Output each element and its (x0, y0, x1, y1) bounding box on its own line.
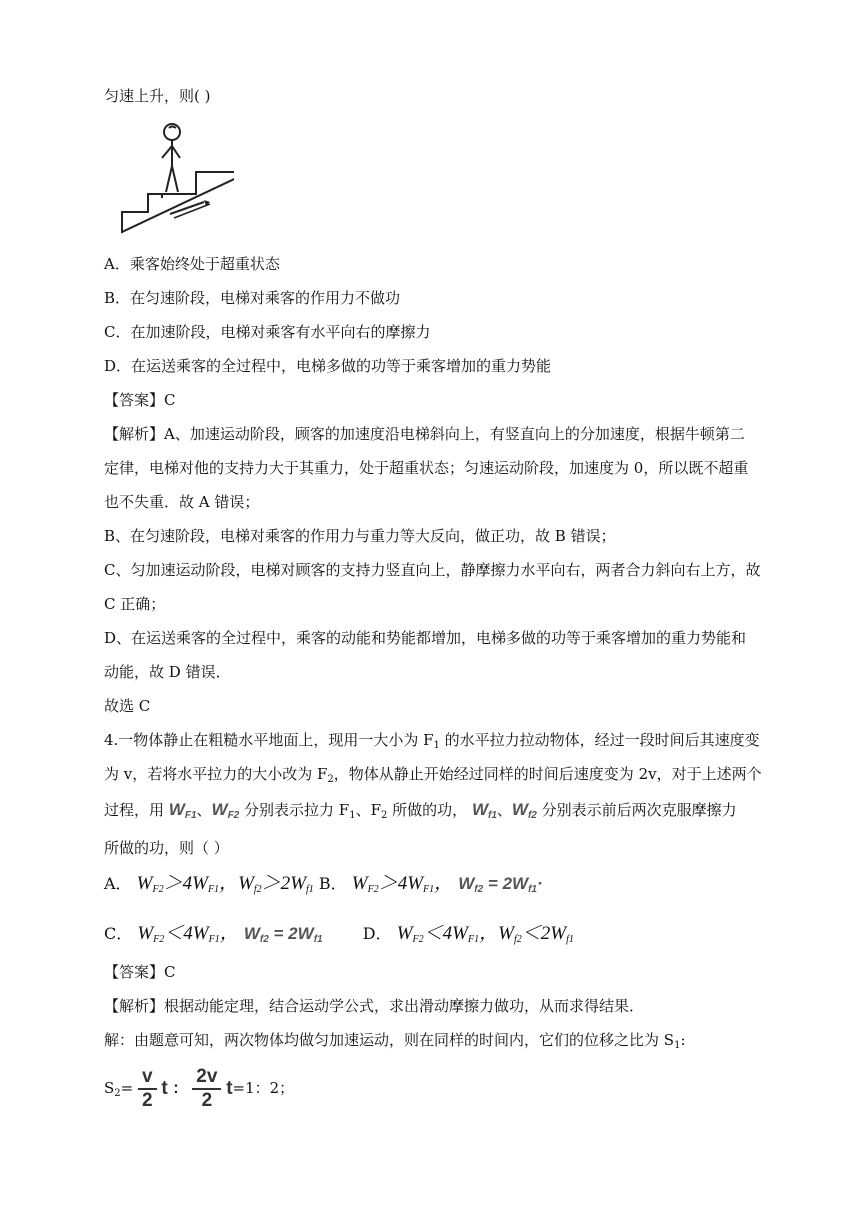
wf1-friction-symbol: $W_{f1}$ (471, 800, 497, 821)
q4-stem-line3: 过程，用 $W_{F1}$、$W_{F2}$ 分别表示拉力 $F_1$、$F_2$ 所做的功， $W_{f1}$、$W_{f2}$ 分别表示前后两次克服摩擦力 (104, 800, 737, 821)
question-stem-tail: 匀速上升，则( ) (104, 87, 211, 105)
wf2-symbol: $W_{F2}$ (211, 800, 240, 821)
wf1-symbol: $W_{F1}$ (168, 800, 197, 821)
fraction-v-over-2: $\frac{v}{2}$ (138, 1066, 157, 1112)
q4-stem-line4: 所做的功，则（ ） (104, 839, 229, 857)
answer-q3: 【答案】C (104, 391, 176, 409)
escalator-figure (114, 118, 234, 238)
fraction-2v-over-2: $\frac{2v}{2}$ (192, 1066, 221, 1112)
analysis-line: 故选 C (104, 697, 151, 715)
analysis-line: 动能，故 D 错误． (104, 663, 231, 681)
q4-options-cd: C． $W_{F2}<4W_{F1}$， $W_{f2} = 2W_{f1}$ D． $W_{F2}<4W_{F1}$，$W_{f2}<2W_{f1}$ (104, 923, 574, 945)
analysis-line: B、在匀速阶段，电梯对乘客的作用力与重力等大反向，做正功，故 B 错误； (104, 527, 616, 545)
wf2-friction-symbol: $W_{f2}$ (511, 800, 537, 821)
q4-analysis-line1: 【解析】根据动能定理，结合运动学公式，求出滑动摩擦力做功，从而求得结果． (104, 997, 645, 1015)
analysis-line: C、匀加速运动阶段，电梯对顾客的支持力竖直向上，静摩擦力水平向右，两者合力斜向右上方，故 (104, 561, 761, 579)
option-d: D．在运送乘客的全过程中，电梯多做的功等于乘客增加的重力势能 (104, 357, 552, 375)
analysis-line: 【解析】A、加速运动阶段，顾客的加速度沿电梯斜向上，有竖直向上的分加速度，根据牛顿第二 (104, 425, 745, 443)
option-c: C．在加速阶段，电梯对乘客有水平向右的摩擦力 (104, 323, 431, 341)
option-b: B．在匀速阶段，电梯对乘客的作用力不做功 (104, 289, 401, 307)
analysis-line: 定律，电梯对他的支持力大于其重力，处于超重状态；匀速运动阶段，加速度为 0，所以既不超重 (104, 459, 749, 477)
q4-stem-line2: 为 v，若将水平拉力的大小改为 $F_2$，物体从静止开始经过同样的时间后速度变为 2v，对于上述两个 (104, 765, 762, 785)
analysis-line: D、在运送乘客的全过程中，乘客的动能和势能都增加，电梯多做的功等于乘客增加的重力势能和 (104, 629, 747, 647)
displacement-ratio-equation: $S_2=$ $\frac{v}{2}$ t ： $\frac{2v}{2}$ t=1：2； (104, 1066, 295, 1111)
q4-stem-line1: 4.一物体静止在粗糙水平地面上，现用一大小为 $F_1$ 的水平拉力拉动物体，经过一段时间后其速度变 (104, 731, 760, 751)
q4-analysis-line2: 解：由题意可知，两次物体均做匀加速运动，则在同样的时间内，它们的位移之比为 $S_1$: (104, 1031, 686, 1051)
option-a: A．乘客始终处于超重状态 (104, 255, 280, 273)
q4-options-ab: A． $W_{F2}>4W_{F1}$，$W_{f2}>2W_{f1}$ B． $W_{F2}>4W_{F1}$， $W_{f2} = 2W_{f1}\cdot$ (104, 873, 543, 895)
answer-q4: 【答案】C (104, 963, 176, 981)
analysis-line: 也不失重．故 A 错误； (104, 493, 260, 511)
analysis-line: C 正确； (104, 595, 166, 613)
